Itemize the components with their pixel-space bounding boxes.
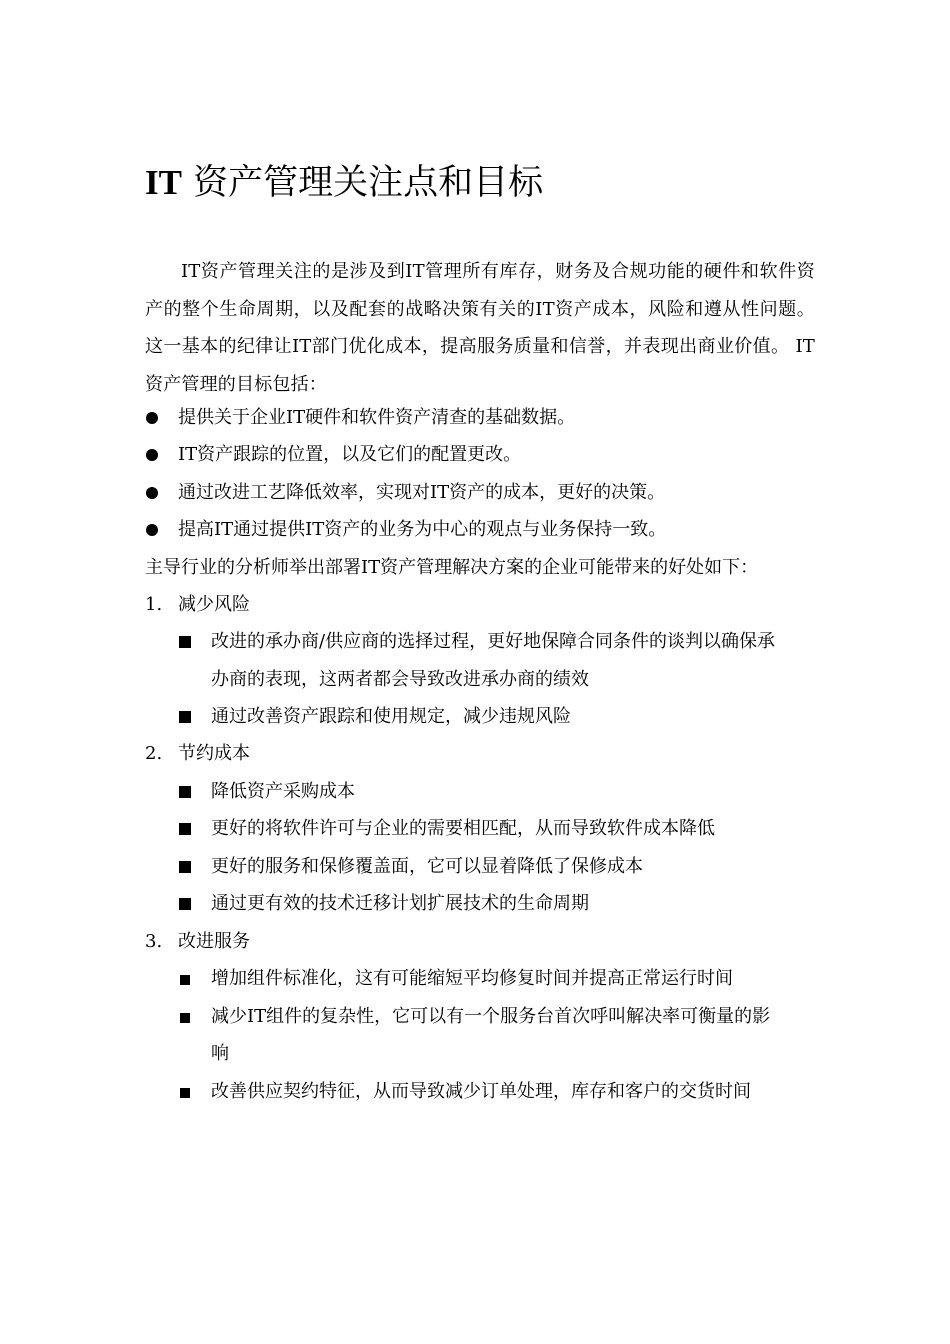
list-item: 改善供应契约特征，从而导致减少订单处理，库存和客户的交货时间 [211, 1081, 751, 1102]
list-item: 通过改善资产跟踪和使用规定，减少违规风险 [211, 706, 571, 727]
page-title [145, 158, 543, 208]
goal-item: IT资产跟踪的位置，以及它们的配置更改。 [178, 444, 522, 465]
square-bullet-icon [180, 975, 190, 985]
goal-item: 提高IT通过提供IT资产的业务为中心的观点与业务保持一致。 [178, 519, 667, 540]
section-number: 3. [145, 931, 163, 952]
intro-paragraph: IT资产管理关注的是涉及到IT管理所有库存，财务及合规功能的硬件和软件资产的整个生命周期，以及配套的战略决策有关的IT资产成本，风险和遵从性问题。这一基本的纪律让IT部门优化成本，提高服务质量和信誉，并表现出商业价值。 IT资产管理的目标包括： [145, 261, 815, 395]
goal-item: 提供关于企业IT硬件和软件资产清查的基础数据。 [178, 407, 576, 428]
list-item: 降低资产采购成本 [211, 781, 355, 802]
section-heading: 减少风险 [178, 594, 250, 615]
list-item: 增加组件标准化，这有可能缩短平均修复时间并提高正常运行时间 [211, 968, 733, 989]
list-item-continuation: 办商的表现，这两者都会导致改进承办商的绩效 [211, 669, 589, 690]
list-item: 更好的将软件许可与企业的需要相匹配，从而导致软件成本降低 [211, 818, 715, 839]
square-bullet-icon [180, 1013, 190, 1023]
square-bullet-icon [179, 861, 191, 873]
bullet-dot-icon [146, 487, 158, 499]
bullet-dot-icon [146, 412, 158, 424]
square-bullet-icon [179, 786, 191, 798]
bullet-dot-icon [146, 449, 158, 461]
section-heading: 改进服务 [178, 931, 250, 952]
list-item: 减少IT组件的复杂性，它可以有一个服务台首次呼叫解决率可衡量的影 [211, 1006, 771, 1027]
section-number: 2. [145, 743, 163, 764]
square-bullet-icon [179, 711, 191, 723]
list-item: 更好的服务和保修覆盖面，它可以显着降低了保修成本 [211, 856, 643, 877]
goal-item: 通过改进工艺降低效率，实现对IT资产的成本，更好的决策。 [178, 482, 666, 503]
title-prefix: IT [145, 163, 182, 202]
title-rest: 资产管理关注点和目标 [181, 163, 544, 203]
list-item: 通过更有效的技术迁移计划扩展技术的生命周期 [211, 893, 589, 914]
bullet-dot-icon [146, 524, 158, 536]
list-item-continuation: 响 [211, 1043, 229, 1064]
square-bullet-icon [179, 636, 191, 648]
list-item: 改进的承办商/供应商的选择过程，更好地保障合同条件的谈判以确保承 [211, 631, 776, 652]
square-bullet-icon [180, 1088, 190, 1098]
square-bullet-icon [179, 898, 191, 910]
section-heading: 节约成本 [178, 743, 250, 764]
square-bullet-icon [179, 823, 191, 835]
section-number: 1. [145, 594, 163, 615]
benefits-intro: 主导行业的分析师举出部署IT资产管理解决方案的企业可能带来的好处如下： [145, 557, 759, 578]
